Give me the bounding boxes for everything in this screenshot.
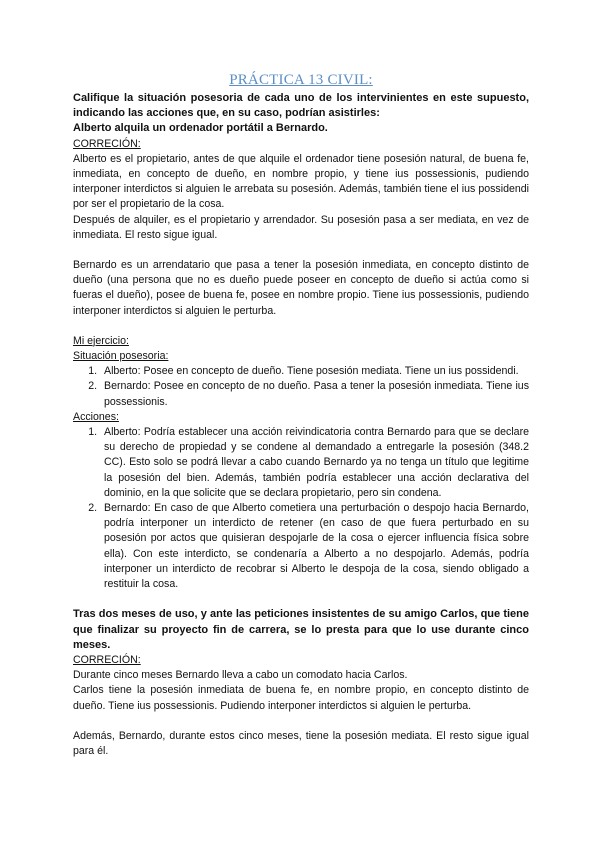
actions-label: Acciones:: [73, 410, 119, 423]
actions-list: [73, 425, 529, 592]
situation-item-bernardo: 2. Bernardo: Posee en concepto de no dueño. Pasa a tener la posesión inmediata. Tiene ius possessionis.: [100, 379, 529, 409]
correction-1-paragraph-3: Bernardo es un arrendatario que pasa a tener la posesión inmediata, en concepto distinto de dueño (una persona que no es dueño puede poseer en concepto de dueño si actúa como si fueras el dueño), posee de buena fe, posee en nombre propio. Tiene ius possessionis, pudiendo interponer interdictos si alguien le perturba.: [73, 259, 529, 317]
action-item-bernardo: 2. Bernardo: En caso de que Alberto cometiera una perturbación o despojo hacia Bernardo, podría interponer un interdicto de retener (en caso de que fuera perturbado en su posesión por actos que quisieran despojarle de la cosa o ejercer influencia física sobre ella). Con este interdicto, se condenaría a Alberto a no despojarlo. Además, podría interponer un interdicto de recobrar si Alberto le despoja de la cosa, siendo obligado a restituir la cosa.: [100, 501, 529, 592]
correction-2-paragraph-2: Carlos tiene la posesión inmediata de buena fe, en nombre propio, en concepto distinto de dueño. Tiene ius possessionis. Pudiendo interponer interdictos si alguien le perturba.: [73, 684, 529, 712]
exercise-label: Mi ejercicio:: [73, 334, 129, 347]
document-page: [73, 70, 529, 759]
correction-1-paragraph-2: Después de alquiler, es el propietario y arrendador. Su posesión pasa a ser mediata, en vez de inmediata. El resto sigue igual.: [73, 213, 529, 241]
action-item-alberto: 1. Alberto: Podría establecer una acción reivindicatoria contra Bernardo para que se declare su derecho de propiedad y se condene al demandado a entregarle la posesión (348.2 CC). Esto solo se podrá llevar a cabo cuando Bernardo ya no tenga un título que legitime la posesión del bien. Además, también podría establecer una acción declarativa del dominio, en la que solicite que se declara propietario, pero sin condena.: [100, 425, 529, 501]
situation-label: Situación posesoria:: [73, 350, 169, 363]
question-1: Califique la situación posesoria de cada uno de los intervinientes en este supuesto, indicando las acciones que, en su caso, podrían asistirles:: [73, 92, 529, 120]
scenario-1: Alberto alquila un ordenador portátil a Bernardo.: [73, 122, 328, 135]
situation-item-alberto: 1. Alberto: Posee en concepto de dueño. Tiene posesión mediata. Tiene un ius possidendi.: [100, 364, 529, 379]
correction-1-paragraph-1: Alberto es el propietario, antes de que alquile el ordenador tiene posesión natural, de buena fe, inmediata, en concepto de dueño, en nombre propio, y tiene ius possessionis, pudiendo interponer interdictos si alguien le arrebata su posesión. Además, también tiene el ius possidendi por ser el propietario de la cosa.: [73, 152, 529, 211]
correction-label-2: CORRECIÓN:: [73, 653, 141, 666]
situation-list: [73, 364, 529, 410]
correction-label-1: CORRECIÓN:: [73, 137, 141, 150]
correction-2-paragraph-1: Durante cinco meses Bernardo lleva a cabo un comodato hacia Carlos.: [73, 669, 408, 682]
question-2: Tras dos meses de uso, y ante las peticiones insistentes de su amigo Carlos, que tiene que finalizar su proyecto fin de carrera, se lo presta para que lo use durante cinco meses.: [73, 608, 529, 651]
correction-2-paragraph-3: Además, Bernardo, durante estos cinco meses, tiene la posesión mediata. El resto sigue igual para él.: [73, 729, 529, 757]
page-title: PRÁCTICA 13 CIVIL:: [229, 72, 373, 88]
